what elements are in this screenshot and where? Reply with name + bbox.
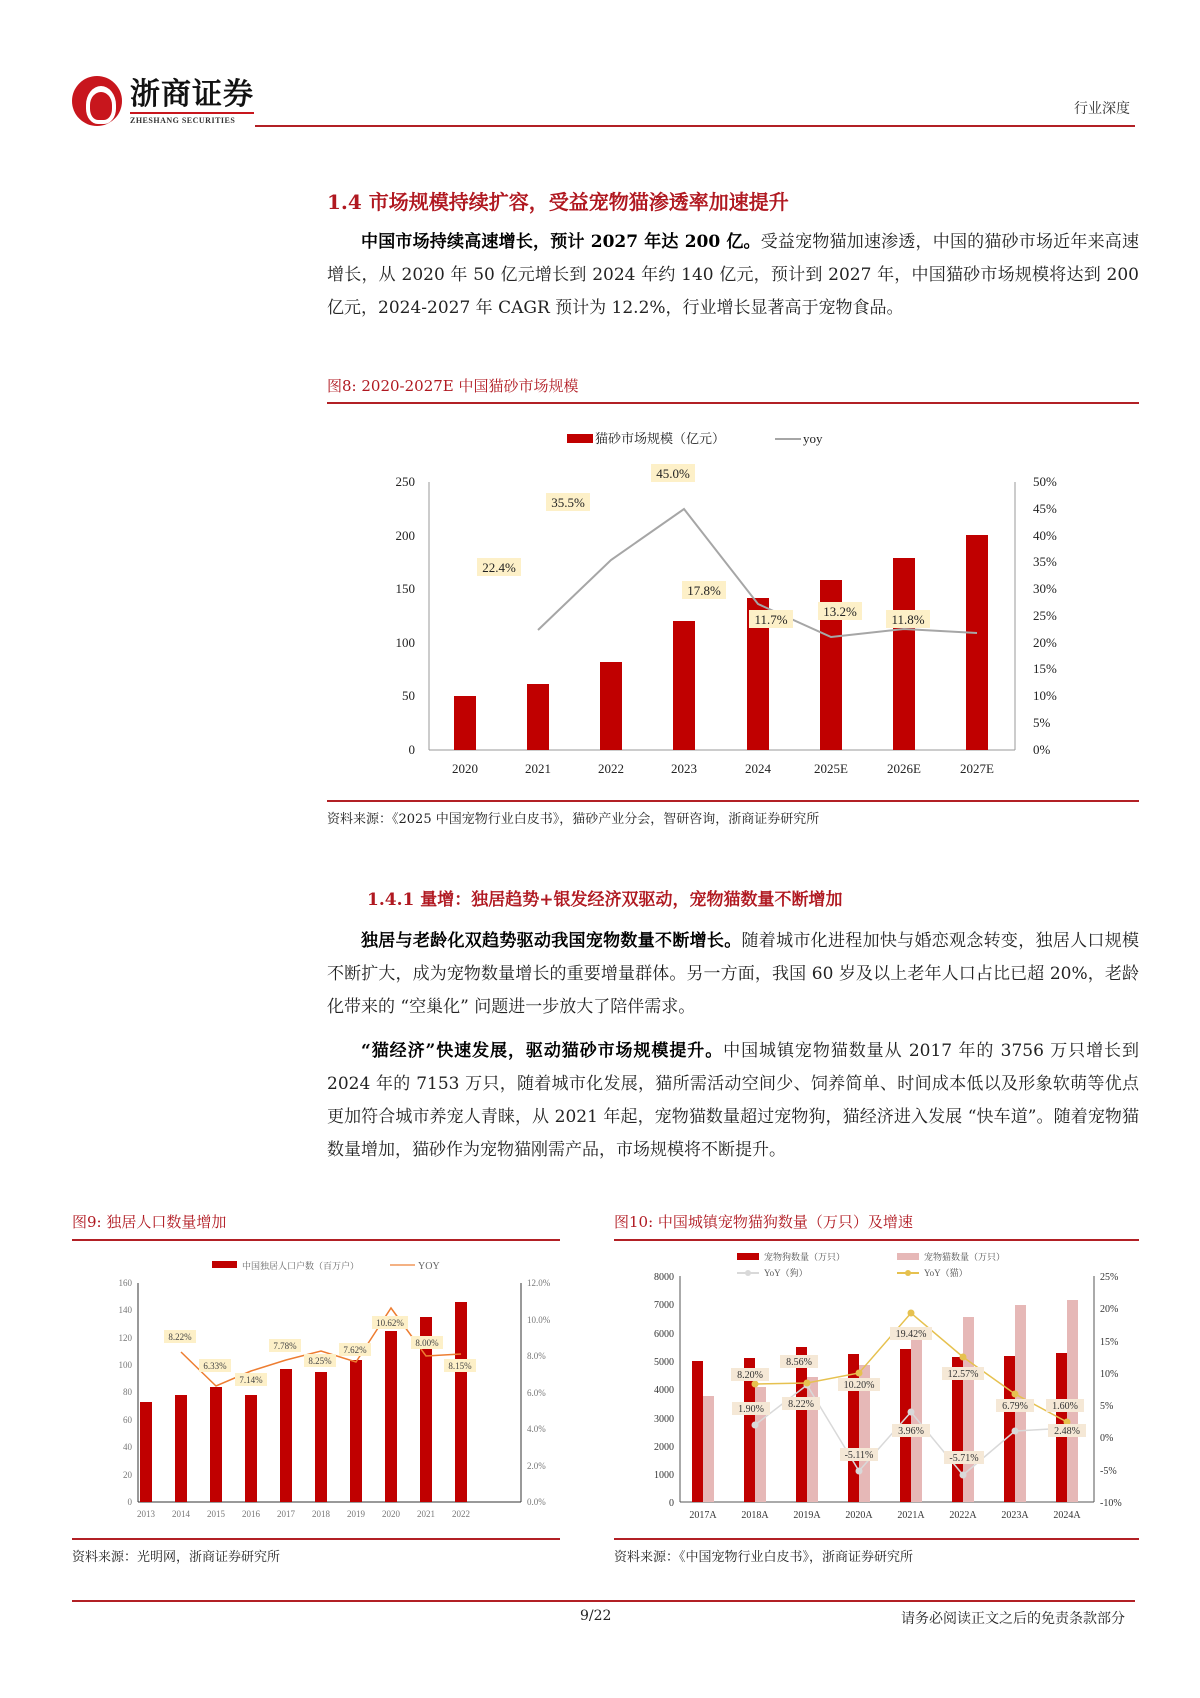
svg-text:7.62%: 7.62%: [343, 1345, 367, 1355]
svg-text:4.0%: 4.0%: [527, 1424, 546, 1434]
svg-text:8.15%: 8.15%: [448, 1361, 472, 1371]
svg-text:5000: 5000: [654, 1357, 674, 1368]
svg-text:2019A: 2019A: [793, 1510, 821, 1521]
figure9-bottom-rule: [72, 1538, 560, 1540]
page-number: 9/22: [580, 1608, 612, 1624]
svg-text:160: 160: [118, 1278, 132, 1288]
svg-text:10.0%: 10.0%: [527, 1315, 551, 1325]
svg-text:8.00%: 8.00%: [415, 1338, 439, 1348]
figure8-chart: [327, 410, 1139, 795]
svg-text:2020: 2020: [452, 761, 478, 776]
svg-text:25%: 25%: [1100, 1272, 1119, 1283]
svg-text:22.4%: 22.4%: [482, 560, 516, 575]
svg-text:-5.71%: -5.71%: [949, 1453, 979, 1464]
figure8-bottom-rule: [327, 800, 1139, 802]
subsection-paragraph-2: [327, 1035, 1139, 1167]
figure10-right-axis: [1094, 1272, 1122, 1509]
svg-text:19.42%: 19.42%: [895, 1329, 927, 1340]
svg-text:20%: 20%: [1100, 1304, 1119, 1315]
svg-text:45.0%: 45.0%: [656, 466, 690, 481]
svg-text:250: 250: [395, 474, 415, 489]
svg-text:2022: 2022: [598, 761, 624, 776]
figure10-source: 资料来源：《中国宠物行业白皮书》，浙商证券研究所: [614, 1550, 914, 1565]
svg-text:2025E: 2025E: [814, 761, 848, 776]
svg-text:1000: 1000: [654, 1470, 674, 1481]
svg-text:2.48%: 2.48%: [1054, 1426, 1080, 1437]
svg-text:1.90%: 1.90%: [738, 1404, 764, 1415]
figure10-title: 图10: 中国城镇宠物猫狗数量（万只）及增速: [614, 1213, 913, 1231]
figure8-legend: [567, 431, 823, 446]
svg-text:10.62%: 10.62%: [376, 1318, 404, 1328]
svg-text:11.7%: 11.7%: [754, 612, 788, 627]
figure8-right-axis: [1015, 474, 1057, 757]
svg-text:0.0%: 0.0%: [527, 1497, 546, 1507]
svg-text:6.0%: 6.0%: [527, 1388, 546, 1398]
svg-text:宠物狗数量（万只）: 宠物狗数量（万只）: [764, 1252, 846, 1262]
svg-text:50: 50: [402, 688, 415, 703]
svg-text:7000: 7000: [654, 1300, 674, 1311]
svg-text:8.22%: 8.22%: [788, 1399, 814, 1410]
svg-text:2023A: 2023A: [1001, 1510, 1029, 1521]
paragraph-lead: 独居与老龄化双趋势驱动我国宠物数量不断增长。: [361, 931, 742, 951]
svg-text:-5.11%: -5.11%: [844, 1450, 874, 1461]
svg-text:2016: 2016: [242, 1509, 260, 1519]
figure10-legend: [737, 1251, 1005, 1278]
svg-text:60: 60: [123, 1415, 132, 1425]
svg-text:8.22%: 8.22%: [168, 1332, 192, 1342]
svg-text:2022: 2022: [452, 1509, 470, 1519]
svg-text:140: 140: [118, 1305, 132, 1315]
svg-text:宠物猫数量（万只）: 宠物猫数量（万只）: [924, 1252, 1006, 1262]
brand-emblem-icon: [72, 76, 122, 126]
svg-text:30%: 30%: [1033, 581, 1057, 596]
figure10-chart: [614, 1242, 1139, 1542]
svg-text:40: 40: [123, 1442, 132, 1452]
svg-text:7.78%: 7.78%: [273, 1341, 297, 1351]
subsection-paragraph-1: [327, 925, 1139, 1024]
figure9-x-labels: [137, 1509, 470, 1519]
svg-text:35.5%: 35.5%: [551, 495, 585, 510]
svg-text:11.8%: 11.8%: [891, 612, 925, 627]
svg-text:-5%: -5%: [1100, 1466, 1117, 1477]
legend-yoy: yoy: [803, 431, 823, 446]
svg-text:中国独居人口户数（百万户）: 中国独居人口户数（百万户）: [242, 1261, 360, 1271]
svg-text:6000: 6000: [654, 1329, 674, 1340]
header-divider: [255, 125, 1135, 127]
svg-text:120: 120: [118, 1333, 132, 1343]
svg-text:2.0%: 2.0%: [527, 1461, 546, 1471]
svg-text:2022A: 2022A: [949, 1510, 977, 1521]
svg-text:-10%: -10%: [1100, 1498, 1122, 1509]
svg-text:0%: 0%: [1033, 742, 1051, 757]
figure8-top-rule: [327, 402, 1139, 404]
figure8-source: 资料来源：《2025 中国宠物行业白皮书》，猫砂产业分会，智研咨询，浙商证券研究所: [327, 812, 820, 827]
disclaimer-note: 请务必阅读正文之后的免责条款部分: [901, 1611, 1125, 1627]
svg-text:2027E: 2027E: [960, 761, 994, 776]
svg-text:45%: 45%: [1033, 501, 1057, 516]
svg-text:13.2%: 13.2%: [823, 604, 857, 619]
svg-text:10.20%: 10.20%: [843, 1380, 875, 1391]
figure9-source: 资料来源：光明网，浙商证券研究所: [72, 1550, 281, 1565]
svg-text:YoY（猫）: YoY（猫）: [924, 1268, 968, 1278]
svg-text:150: 150: [395, 581, 415, 596]
svg-text:2024A: 2024A: [1053, 1510, 1081, 1521]
svg-text:25%: 25%: [1033, 608, 1057, 623]
svg-text:15%: 15%: [1100, 1337, 1119, 1348]
brand-logo: [72, 76, 254, 126]
figure9-top-rule: [72, 1239, 560, 1241]
svg-text:40%: 40%: [1033, 528, 1057, 543]
paragraph-body: 随着城市化进程加快与婚恋观念转变，独居人口规模不断扩大，成为宠物数量增长的重要增量群体。另一方面，我国 60 岁及以上老年人口占比已超 20%，老龄化带来的 “空巢化” 问题进一步放大了陪伴需求。: [327, 931, 1139, 1017]
svg-text:20: 20: [123, 1470, 132, 1480]
section-paragraph: [327, 226, 1139, 325]
svg-text:8.20%: 8.20%: [737, 1370, 763, 1381]
svg-text:YoY（狗）: YoY（狗）: [764, 1268, 808, 1278]
svg-text:2019: 2019: [347, 1509, 365, 1519]
svg-text:17.8%: 17.8%: [687, 583, 721, 598]
figure10-bottom-rule: [614, 1538, 1139, 1540]
svg-text:2017: 2017: [277, 1509, 295, 1519]
svg-text:0: 0: [669, 1498, 674, 1509]
figure9-right-axis: [521, 1278, 551, 1507]
figure10-left-axis: [654, 1272, 680, 1509]
svg-text:50%: 50%: [1033, 474, 1057, 489]
svg-text:5%: 5%: [1100, 1401, 1114, 1412]
svg-text:2023: 2023: [671, 761, 697, 776]
svg-text:2026E: 2026E: [887, 761, 921, 776]
figure8-title: 图8: 2020-2027E 中国猫砂市场规模: [327, 377, 579, 395]
svg-text:12.0%: 12.0%: [527, 1278, 551, 1288]
svg-text:4000: 4000: [654, 1385, 674, 1396]
svg-text:2024: 2024: [745, 761, 771, 776]
svg-text:10%: 10%: [1033, 688, 1057, 703]
svg-text:3.96%: 3.96%: [898, 1426, 924, 1437]
svg-text:2020A: 2020A: [845, 1510, 873, 1521]
svg-text:YOY: YOY: [418, 1261, 440, 1272]
svg-text:35%: 35%: [1033, 554, 1057, 569]
paragraph-lead: 中国市场持续高速增长，预计 2027 年达 200 亿。: [361, 232, 761, 252]
svg-text:10%: 10%: [1100, 1369, 1119, 1380]
figure9-chart: [72, 1242, 560, 1542]
svg-text:0%: 0%: [1100, 1433, 1114, 1444]
paragraph-body: 受益宠物猫加速渗透，中国的猫砂市场近年来高速增长，从 2020 年 50 亿元增长到 2024 年约 140 亿元，预计到 2027 年，中国猫砂市场规模将达到 200 亿元，2024-2027 年 CAGR 预计为 12.2%，行业增长显著高于宠物食品。: [327, 232, 1139, 318]
svg-text:1.60%: 1.60%: [1052, 1401, 1078, 1412]
svg-text:2021A: 2021A: [897, 1510, 925, 1521]
section-title: 1.4 市场规模持续扩容，受益宠物猫渗透率加速提升: [327, 190, 789, 214]
figure9-legend: [212, 1260, 440, 1272]
figure8-x-labels: [452, 761, 994, 776]
svg-text:3000: 3000: [654, 1414, 674, 1425]
subsection-title: 1.4.1 量增：独居趋势+银发经济双驱动，宠物猫数量不断增加: [367, 890, 843, 910]
svg-text:15%: 15%: [1033, 661, 1057, 676]
svg-text:2018A: 2018A: [741, 1510, 769, 1521]
figure8-left-axis: [396, 474, 430, 757]
figure10-top-rule: [614, 1239, 1139, 1241]
svg-text:2013: 2013: [137, 1509, 155, 1519]
svg-text:6.79%: 6.79%: [1002, 1401, 1028, 1412]
svg-text:0: 0: [127, 1497, 132, 1507]
figure9-title: 图9: 独居人口数量增加: [72, 1213, 227, 1231]
svg-text:2021: 2021: [525, 761, 551, 776]
figure9-left-axis: [119, 1278, 139, 1507]
paragraph-body: 中国城镇宠物猫数量从 2017 年的 3756 万只增长到 2024 年的 7153 万只，随着城市化发展，猫所需活动空间少、饲养简单、时间成本低以及形象软萌等优点更加符合城市养宠人青睐，从 2021 年起，宠物猫数量超过宠物狗，猫经济进入发展 “快车道”。随着宠物猫数量增加，猫砂作为宠物猫刚需产品，市场规模将不断提升。: [327, 1041, 1139, 1160]
svg-text:100: 100: [118, 1360, 132, 1370]
svg-text:2020: 2020: [382, 1509, 400, 1519]
svg-text:2018: 2018: [312, 1509, 330, 1519]
brand-name-en: ZHESHANG SECURITIES: [130, 115, 236, 125]
report-type: 行业深度: [1074, 101, 1130, 117]
svg-text:80: 80: [123, 1387, 132, 1397]
svg-text:0: 0: [408, 742, 415, 757]
svg-text:2000: 2000: [654, 1442, 674, 1453]
svg-text:12.57%: 12.57%: [947, 1369, 979, 1380]
svg-text:2017A: 2017A: [689, 1510, 717, 1521]
svg-text:2021: 2021: [417, 1509, 435, 1519]
legend-market-size: 猫砂市场规模（亿元）: [595, 431, 726, 446]
svg-text:8000: 8000: [654, 1272, 674, 1283]
figure8-yoy-labels: [477, 464, 930, 628]
figure8-bars: [454, 535, 988, 750]
footer-divider: [72, 1600, 1135, 1602]
svg-text:100: 100: [395, 635, 415, 650]
paragraph-lead: “猫经济”快速发展，驱动猫砂市场规模提升。: [361, 1041, 724, 1061]
svg-text:200: 200: [395, 528, 415, 543]
svg-text:8.56%: 8.56%: [786, 1357, 812, 1368]
svg-text:5%: 5%: [1033, 715, 1051, 730]
svg-text:2015: 2015: [207, 1509, 225, 1519]
svg-text:8.25%: 8.25%: [308, 1356, 332, 1366]
brand-name-cn: 浙商证券: [130, 76, 254, 112]
svg-text:2014: 2014: [172, 1509, 190, 1519]
svg-text:8.0%: 8.0%: [527, 1351, 546, 1361]
svg-text:7.14%: 7.14%: [239, 1375, 263, 1385]
svg-text:20%: 20%: [1033, 635, 1057, 650]
svg-text:6.33%: 6.33%: [203, 1361, 227, 1371]
figure10-x-labels: [689, 1510, 1081, 1521]
